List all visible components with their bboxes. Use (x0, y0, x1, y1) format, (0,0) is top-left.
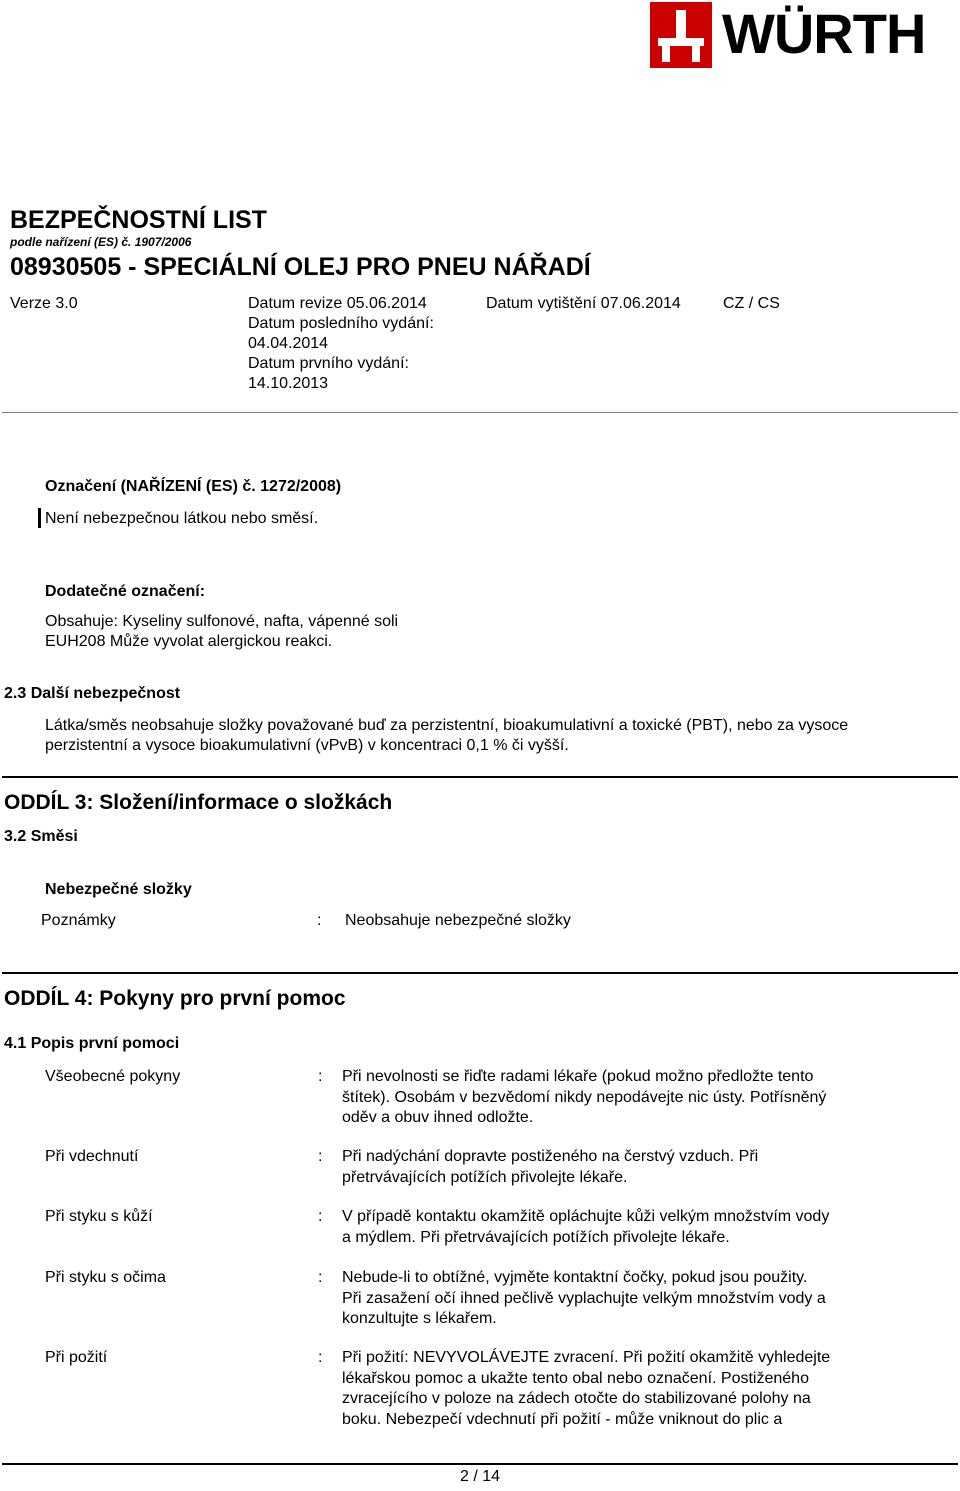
additional-labeling-line-1: Obsahuje: Kyseliny sulfonové, nafta, vápenné soli (45, 613, 399, 630)
first-aid-value-eyes (342, 1268, 902, 1330)
wurth-logo-mark (650, 2, 722, 68)
section-3-title: ODDÍL 3: Složení/informace o složkách (4, 791, 393, 814)
first-aid-value-general (342, 1067, 902, 1129)
last-issue-date: 04.04.2014 (248, 335, 329, 352)
value-line: Při nevolnosti se řiďte radami lékaře (pokud možno předložte tento (342, 1068, 814, 1085)
document-subtitle: podle nařízení (ES) č. 1907/2006 (10, 235, 192, 249)
document-title: BEZPEČNOSTNÍ LIST (10, 206, 267, 234)
value-line: boku. Nebezpečí vdechnutí při požití - může vniknout do plic a (342, 1410, 783, 1428)
page-number: 2 / 14 (459, 1468, 501, 1485)
value-line: štítek). Osobám v bezvědomí nikdy nepodávejte nic ústy. Potřísněný (342, 1088, 827, 1106)
labeling-heading: Označení (NAŘÍZENÍ (ES) č. 1272/2008) (45, 478, 342, 495)
notes-value: Neobsahuje nebezpečné složky (345, 912, 571, 929)
value-line: a mýdlem. Při přetrvávajících potížích přivolejte lékaře. (342, 1228, 730, 1246)
additional-labeling-heading: Dodatečné označení: (45, 583, 206, 600)
version: Verze 3.0 (10, 295, 78, 312)
header-divider (2, 412, 958, 413)
value-line: přetrvávajících potížích přivolejte lékaře. (342, 1168, 628, 1186)
value-line: Při zasažení očí ihned pečlivě vyplachujte velkým množstvím vody a (342, 1289, 826, 1307)
wurth-logo-text: WÜRTH (722, 2, 926, 65)
section-3-2-heading: 3.2 Směsi (4, 828, 78, 845)
product-title: 08930505 - SPECIÁLNÍ OLEJ PRO PNEU NÁŘADÍ (10, 253, 591, 281)
section-4-1-heading: 4.1 Popis první pomoci (4, 1035, 180, 1052)
first-aid-colon: : (318, 1269, 323, 1286)
wurth-logo (650, 2, 958, 68)
first-aid-value-skin (342, 1207, 902, 1248)
section-4-divider (2, 972, 958, 974)
notes-colon: : (317, 912, 322, 929)
other-hazards-line-1: Látka/směs neobsahuje složky považované buď za perzistentní, bioakumulativní a toxické (PBT), nebo za vysoce (45, 717, 849, 734)
first-aid-label-skin: Při styku s kůží (45, 1208, 153, 1225)
other-hazards-heading: 2.3 Další nebezpečnost (4, 685, 181, 702)
first-issue-label: Datum prvního vydání: (248, 355, 409, 372)
first-aid-value-ingestion (342, 1348, 902, 1430)
value-line: zvracejícího v poloze na zádech otočte do stabilizované polohy na (342, 1390, 811, 1407)
first-aid-label-inhalation: Při vdechnutí (45, 1148, 139, 1165)
first-aid-colon: : (318, 1148, 323, 1165)
print-date: Datum vytištění 07.06.2014 (486, 295, 681, 312)
revision-date: Datum revize 05.06.2014 (248, 295, 427, 312)
notes-label: Poznámky (41, 912, 116, 929)
language-code: CZ / CS (723, 295, 780, 312)
value-line: Při požití: NEVYVOLÁVEJTE zvracení. Při požití okamžitě vyhledejte (342, 1349, 831, 1366)
first-aid-value-inhalation (342, 1147, 902, 1188)
first-aid-colon: : (318, 1068, 323, 1085)
value-line: oděv a obuv ihned odložte. (342, 1109, 534, 1126)
additional-labeling-line-2: EUH208 Může vyvolat alergickou reakci. (45, 633, 333, 650)
other-hazards-line-2: perzistentní a vysoce bioakumulativní (vPvB) v koncentraci 0,1 % či vyšší. (45, 737, 569, 754)
value-line: konzultujte s lékařem. (342, 1310, 497, 1327)
first-aid-colon: : (318, 1208, 323, 1225)
value-line: lékařskou pomoc a ukažte tento obal nebo označení. Postiženého (342, 1369, 809, 1387)
section-4-title: ODDÍL 4: Pokyny pro první pomoc (4, 987, 346, 1010)
value-line: Nebude-li to obtížné, vyjměte kontaktní čočky, pokud jsou použity. (342, 1269, 808, 1286)
first-aid-colon: : (318, 1349, 323, 1366)
change-bar (38, 508, 41, 528)
first-aid-label-ingestion: Při požití (45, 1349, 108, 1366)
last-issue-label: Datum posledního vydání: (248, 315, 434, 332)
footer-divider (2, 1463, 958, 1465)
first-aid-label-eyes: Při styku s očima (45, 1269, 166, 1286)
first-issue-date: 14.10.2013 (248, 375, 329, 392)
value-line: Při nadýchání dopravte postiženého na čerstvý vzduch. Při (342, 1148, 759, 1165)
value-line: V případě kontaktu okamžitě opláchujte kůži velkým množstvím vody (342, 1208, 830, 1225)
first-aid-label-general: Všeobecné pokyny (45, 1068, 181, 1085)
section-3-divider (2, 776, 958, 778)
hazardous-components-heading: Nebezpečné složky (45, 881, 192, 898)
labeling-text: Není nebezpečnou látkou nebo směsí. (45, 510, 319, 527)
